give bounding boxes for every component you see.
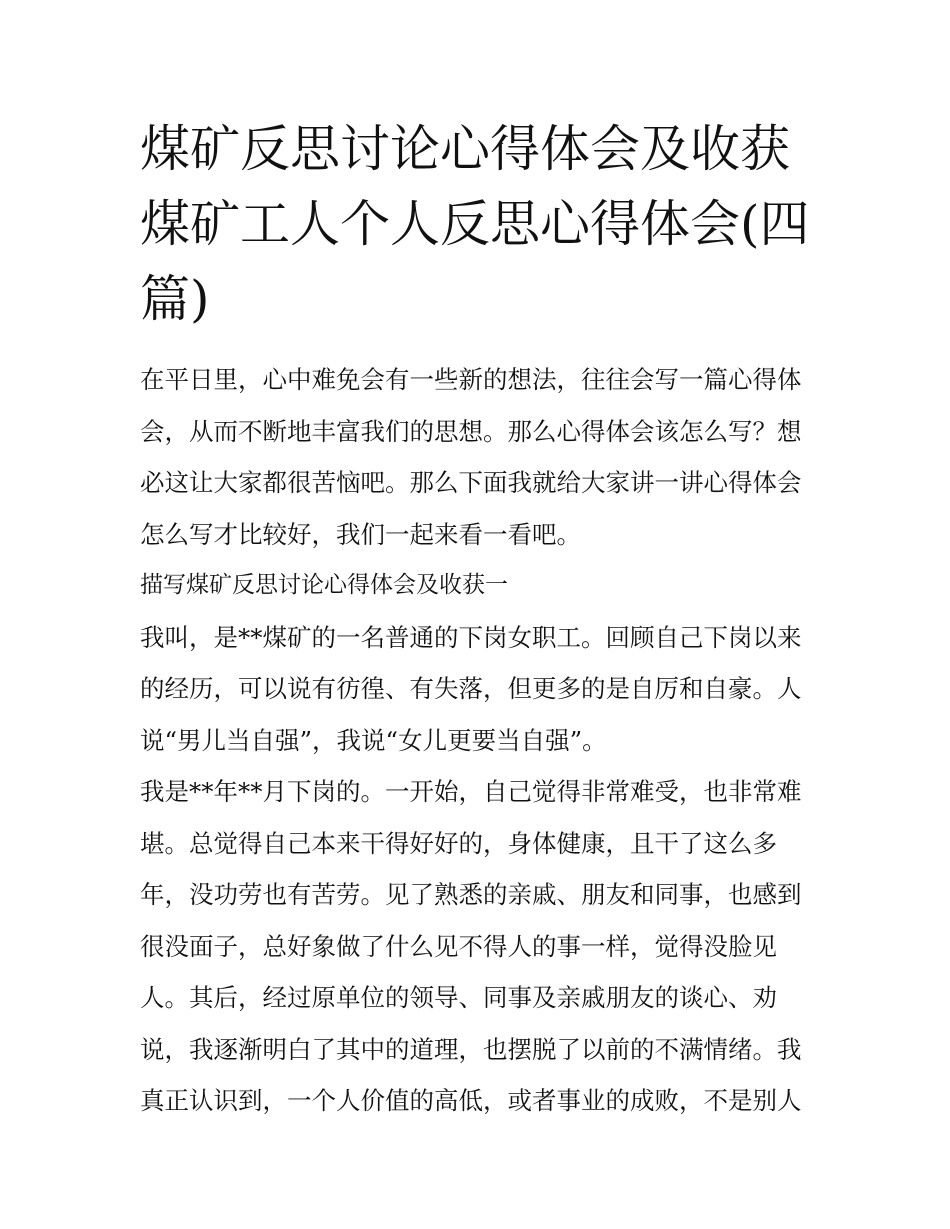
paragraph-line: 真正认识到，一个人价值的高低，或者事业的成败，不是别人 bbox=[140, 1086, 802, 1115]
title-line: 篇) bbox=[140, 270, 210, 328]
paragraph-line: 我是**年**月下岗的。一开始，自己觉得非常难受，也非常难 bbox=[140, 777, 802, 806]
paragraph-line: 的经历，可以说有彷徨、有失落，但更多的是自厉和自豪。人 bbox=[140, 674, 802, 703]
title-line: 煤矿反思讨论心得体会及收获 bbox=[140, 120, 790, 178]
paragraph-line: 说“男儿当自强”，我说“女儿更要当自强”。 bbox=[140, 725, 607, 755]
document-body bbox=[140, 354, 820, 1127]
intro-line: 怎么写才比较好，我们一起来看一看吧。 bbox=[140, 519, 581, 549]
title-line: 煤矿工人个人反思心得体会(四 bbox=[140, 195, 810, 253]
paragraph-line: 说，我逐渐明白了其中的道理，也摆脱了以前的不满情绪。我 bbox=[140, 1034, 802, 1064]
paragraph-line: 堪。总觉得自己本来干得好好的，身体健康，且干了这么多 bbox=[140, 828, 777, 858]
paragraph-line: 人。其后，经过原单位的领导、同事及亲戚朋友的谈心、劝 bbox=[140, 983, 777, 1012]
section-heading: 描写煤矿反思讨论心得体会及收获一 bbox=[140, 572, 508, 598]
paragraph-line: 我叫，是**煤矿的一名普通的下岗女职工。回顾自己下岗以来 bbox=[140, 622, 802, 652]
paragraph-line: 年，没功劳也有苦劳。见了熟悉的亲戚、朋友和同事，也感到 bbox=[140, 880, 802, 909]
intro-line: 会，从而不断地丰富我们的思想。那么心得体会该怎么写？想 bbox=[140, 416, 802, 446]
document-title bbox=[140, 112, 820, 337]
intro-line: 必这让大家都很苦恼吧。那么下面我就给大家讲一讲心得体会 bbox=[140, 468, 802, 497]
intro-line: 在平日里，心中难免会有一些新的想法，往往会写一篇心得体 bbox=[140, 365, 802, 394]
paragraph-line: 很没面子，总好象做了什么见不得人的事一样，觉得没脸见 bbox=[140, 931, 777, 961]
